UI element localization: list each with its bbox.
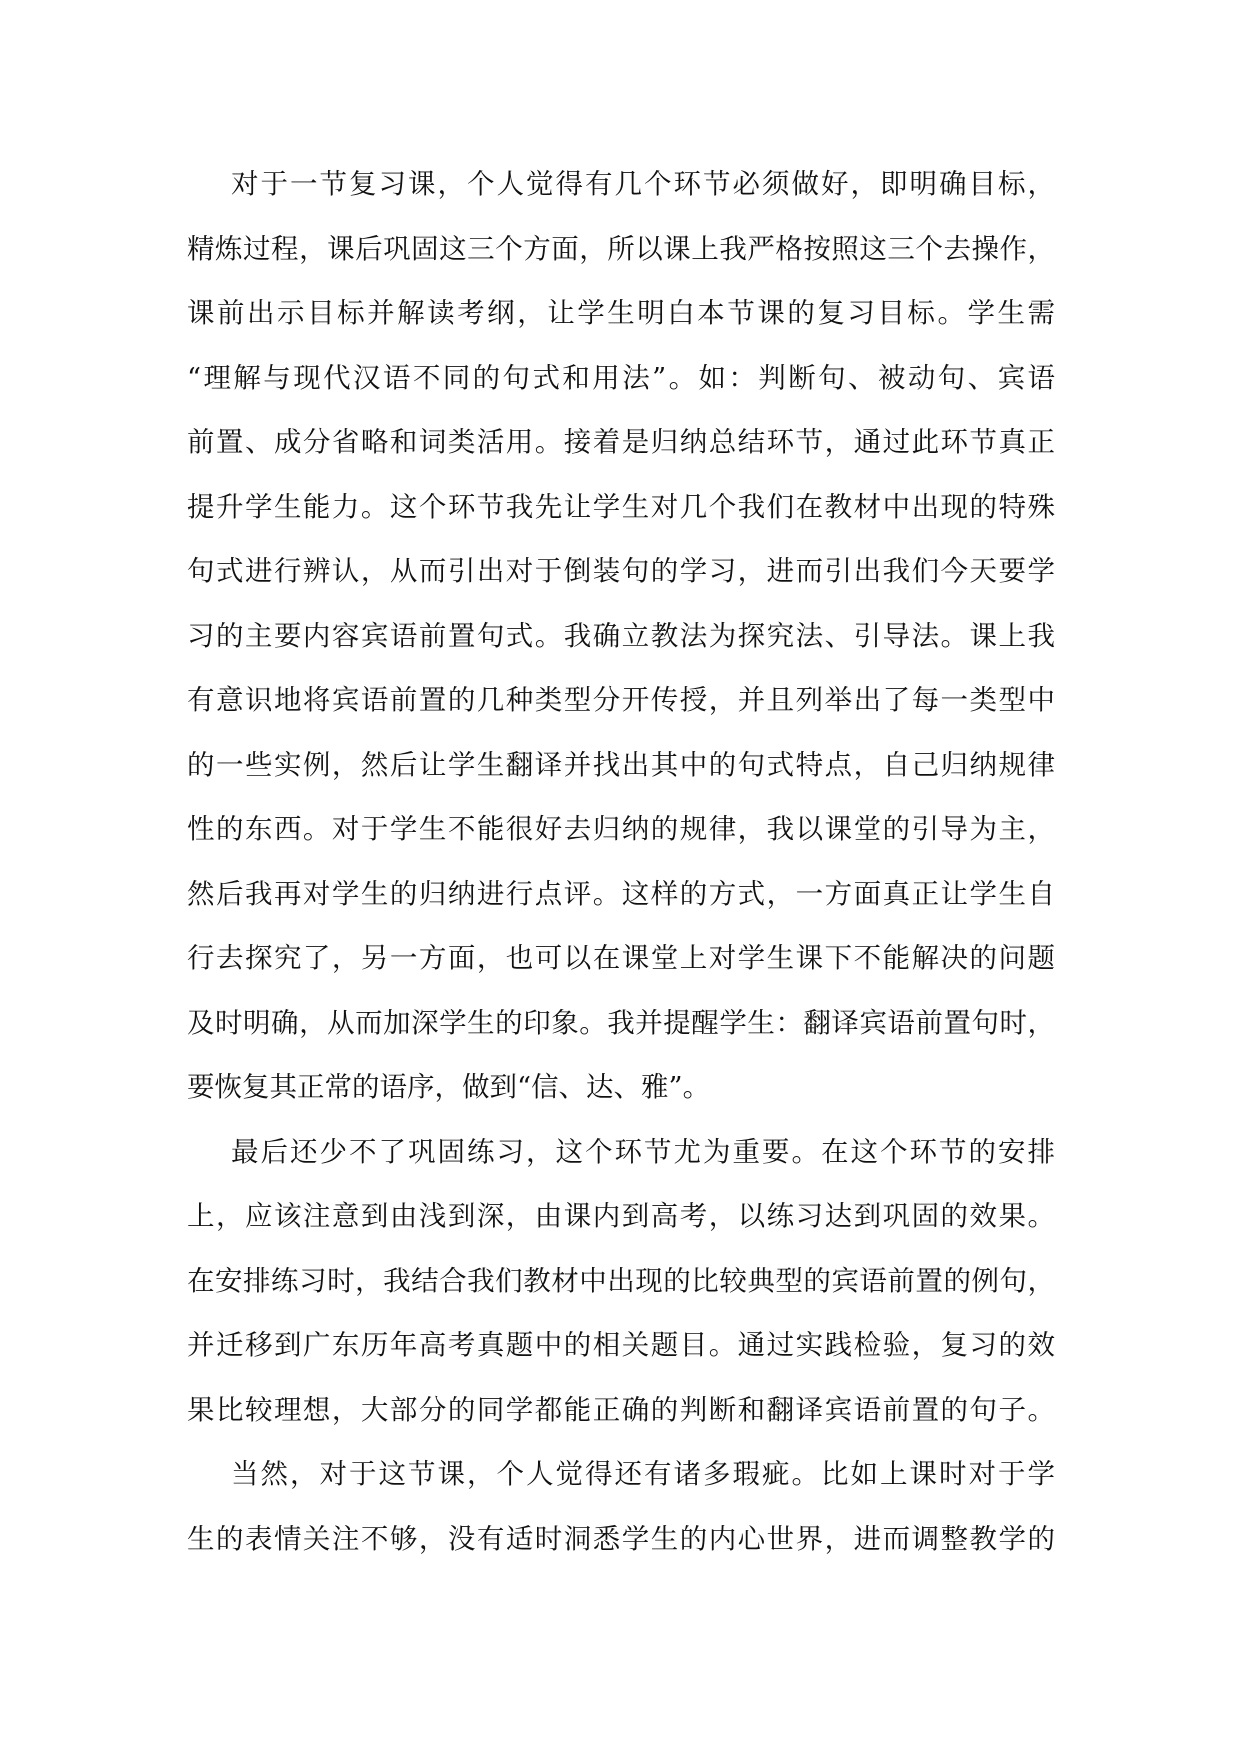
text-line: 习的主要内容宾语前置句式。我确立教法为探究法、引导法。课上我 bbox=[187, 619, 1055, 652]
text-line: 行去探究了，另一方面，也可以在课堂上对学生课下不能解决的问题 bbox=[187, 942, 1055, 974]
paragraph-1 bbox=[187, 152, 1055, 1120]
text-line: 在安排练习时，我结合我们教材中出现的比较典型的宾语前置的例句， bbox=[187, 1264, 1055, 1297]
text-line: 精炼过程，课后巩固这三个方面，所以课上我严格按照这三个去操作， bbox=[187, 232, 1055, 265]
text-line: 当然，对于这节课，个人觉得还有诸多瑕疵。比如上课时对于学 bbox=[231, 1458, 1055, 1490]
paragraph-2 bbox=[187, 1120, 1055, 1443]
text-line: 课前出示目标并解读考纲，让学生明白本节课的复习目标。学生需 bbox=[187, 297, 1055, 329]
text-line: 要恢复其正常的语序，做到“信、达、雅”。 bbox=[187, 1071, 711, 1103]
text-line: 提升学生能力。这个环节我先让学生对几个我们在教材中出现的特殊 bbox=[187, 490, 1055, 523]
text-line: “理解与现代汉语不同的句式和用法”。如：判断句、被动句、宾语 bbox=[187, 361, 1055, 394]
text-line: 然后我再对学生的归纳进行点评。这样的方式，一方面真正让学生自 bbox=[187, 877, 1055, 910]
text-line: 及时明确，从而加深学生的印象。我并提醒学生：翻译宾语前置句时， bbox=[187, 1006, 1055, 1039]
text-line: 最后还少不了巩固练习，这个环节尤为重要。在这个环节的安排 bbox=[231, 1135, 1055, 1168]
text-line: 并迁移到广东历年高考真题中的相关题目。通过实践检验，复习的效 bbox=[187, 1329, 1055, 1361]
text-line: 果比较理想，大部分的同学都能正确的判断和翻译宾语前置的句子。 bbox=[187, 1393, 1055, 1426]
text-line: 句式进行辨认，从而引出对于倒装句的学习，进而引出我们今天要学 bbox=[187, 555, 1055, 587]
text-line: 上，应该注意到由浅到深，由课内到高考，以练习达到巩固的效果。 bbox=[187, 1200, 1055, 1232]
text-line: 生的表情关注不够，没有适时洞悉学生的内心世界，进而调整教学的 bbox=[187, 1522, 1055, 1555]
text-line: 有意识地将宾语前置的几种类型分开传授，并且列举出了每一类型中 bbox=[187, 684, 1055, 716]
text-line: 性的东西。对于学生不能很好去归纳的规律，我以课堂的引导为主， bbox=[187, 813, 1055, 845]
paragraph-3 bbox=[187, 1442, 1055, 1571]
document-body bbox=[187, 152, 1055, 1571]
text-line: 前置、成分省略和词类活用。接着是归纳总结环节，通过此环节真正 bbox=[187, 426, 1055, 458]
text-line: 对于一节复习课，个人觉得有几个环节必须做好，即明确目标， bbox=[231, 168, 1055, 200]
text-line: 的一些实例，然后让学生翻译并找出其中的句式特点，自己归纳规律 bbox=[187, 748, 1055, 781]
